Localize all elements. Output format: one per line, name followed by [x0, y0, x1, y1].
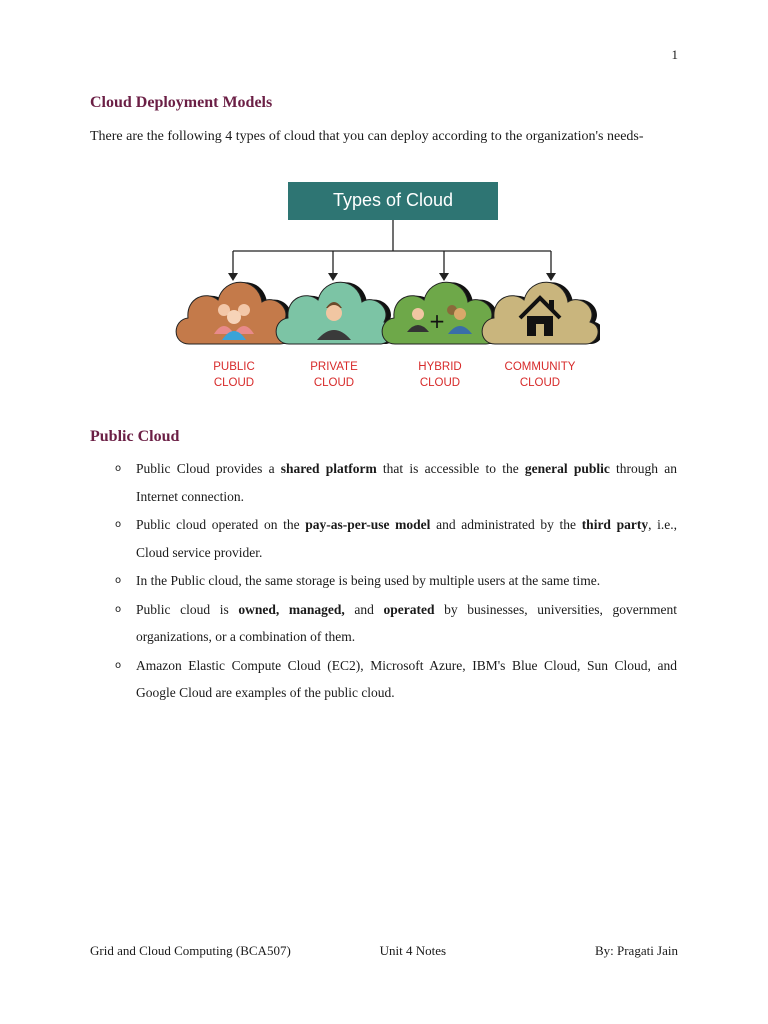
bullet-item	[90, 511, 677, 566]
section-title-deployment-models: Cloud Deployment Models	[90, 94, 273, 111]
cloud-labels	[213, 361, 576, 389]
text-run: and administrated by the	[430, 517, 582, 532]
cloud-label-private-line1: PRIVATE	[310, 361, 358, 373]
bullet-marker: o	[115, 463, 122, 474]
text-run: Public cloud operated on the	[136, 517, 306, 532]
section-title-public-cloud: Public Cloud	[90, 428, 180, 445]
cloud-label-private-line2: CLOUD	[313, 377, 355, 389]
cloud-label-community-line2: CLOUD	[519, 377, 561, 389]
cloud-label-community-line1: COMMUNITY	[504, 361, 576, 373]
text-run: Amazon Elastic Compute Cloud (EC2), Microsoft Azure, IBM's Blue Cloud, Sun Cloud, and Google Cloud are examples of the public cloud.	[136, 657, 677, 700]
text-run: through an Internet connection.	[136, 461, 677, 504]
bold-term: shared platform	[280, 461, 377, 476]
cloud-label-hybrid-line2: CLOUD	[419, 377, 461, 389]
text-run: and	[344, 601, 384, 617]
cloud-label-public-line2: CLOUD	[213, 377, 255, 389]
cloud-community	[482, 282, 600, 344]
page-number: 1	[671, 47, 678, 62]
footer-unit: Unit 4 Notes	[379, 943, 447, 958]
bold-term: operated	[383, 601, 435, 617]
intro-paragraph: There are the following 4 types of cloud that you can deploy according to the organization's needs-	[90, 129, 644, 144]
bullet-marker: o	[115, 519, 122, 530]
cloud-private	[276, 282, 397, 344]
page-footer	[90, 943, 678, 959]
bullet-item	[90, 455, 677, 510]
bullet-item	[90, 596, 677, 651]
text-run: by businesses, universities, government organizations, or a combination of them.	[136, 601, 677, 644]
bullet-item	[90, 567, 677, 595]
cloud-icons	[176, 282, 600, 344]
bullet-marker: o	[115, 575, 122, 586]
text-run: In the Public cloud, the same storage is being used by multiple users at the same time.	[136, 573, 601, 588]
bullet-marker: o	[115, 659, 122, 671]
svg-text:+: +	[428, 309, 446, 333]
text-run: , i.e., Cloud service provider.	[136, 517, 678, 560]
connector-arrowheads	[228, 273, 556, 281]
bullet-item	[90, 652, 677, 707]
connector-lines	[233, 220, 551, 276]
footer-author: By: Pragati Jain	[594, 943, 678, 958]
root-box-label: Types of Cloud	[332, 190, 454, 210]
bold-term: owned, managed,	[238, 601, 345, 617]
public-cloud-bullet-list	[90, 455, 677, 708]
types-of-cloud-diagram	[170, 176, 600, 396]
hybrid-icon	[407, 305, 472, 334]
cloud-label-hybrid-line1: HYBRID	[418, 361, 462, 373]
bold-term: third party	[581, 517, 649, 532]
bold-term: general public	[524, 461, 610, 476]
bullet-marker: o	[115, 603, 122, 615]
cloud-label-public-line1: PUBLIC	[213, 361, 255, 373]
footer-course: Grid and Cloud Computing (BCA507)	[90, 943, 291, 958]
text-run: that is accessible to the	[376, 461, 525, 476]
text-run: Public Cloud provides a	[136, 461, 281, 476]
text-run: Public cloud is	[136, 601, 239, 617]
bold-term: pay-as-per-use model	[305, 517, 431, 532]
